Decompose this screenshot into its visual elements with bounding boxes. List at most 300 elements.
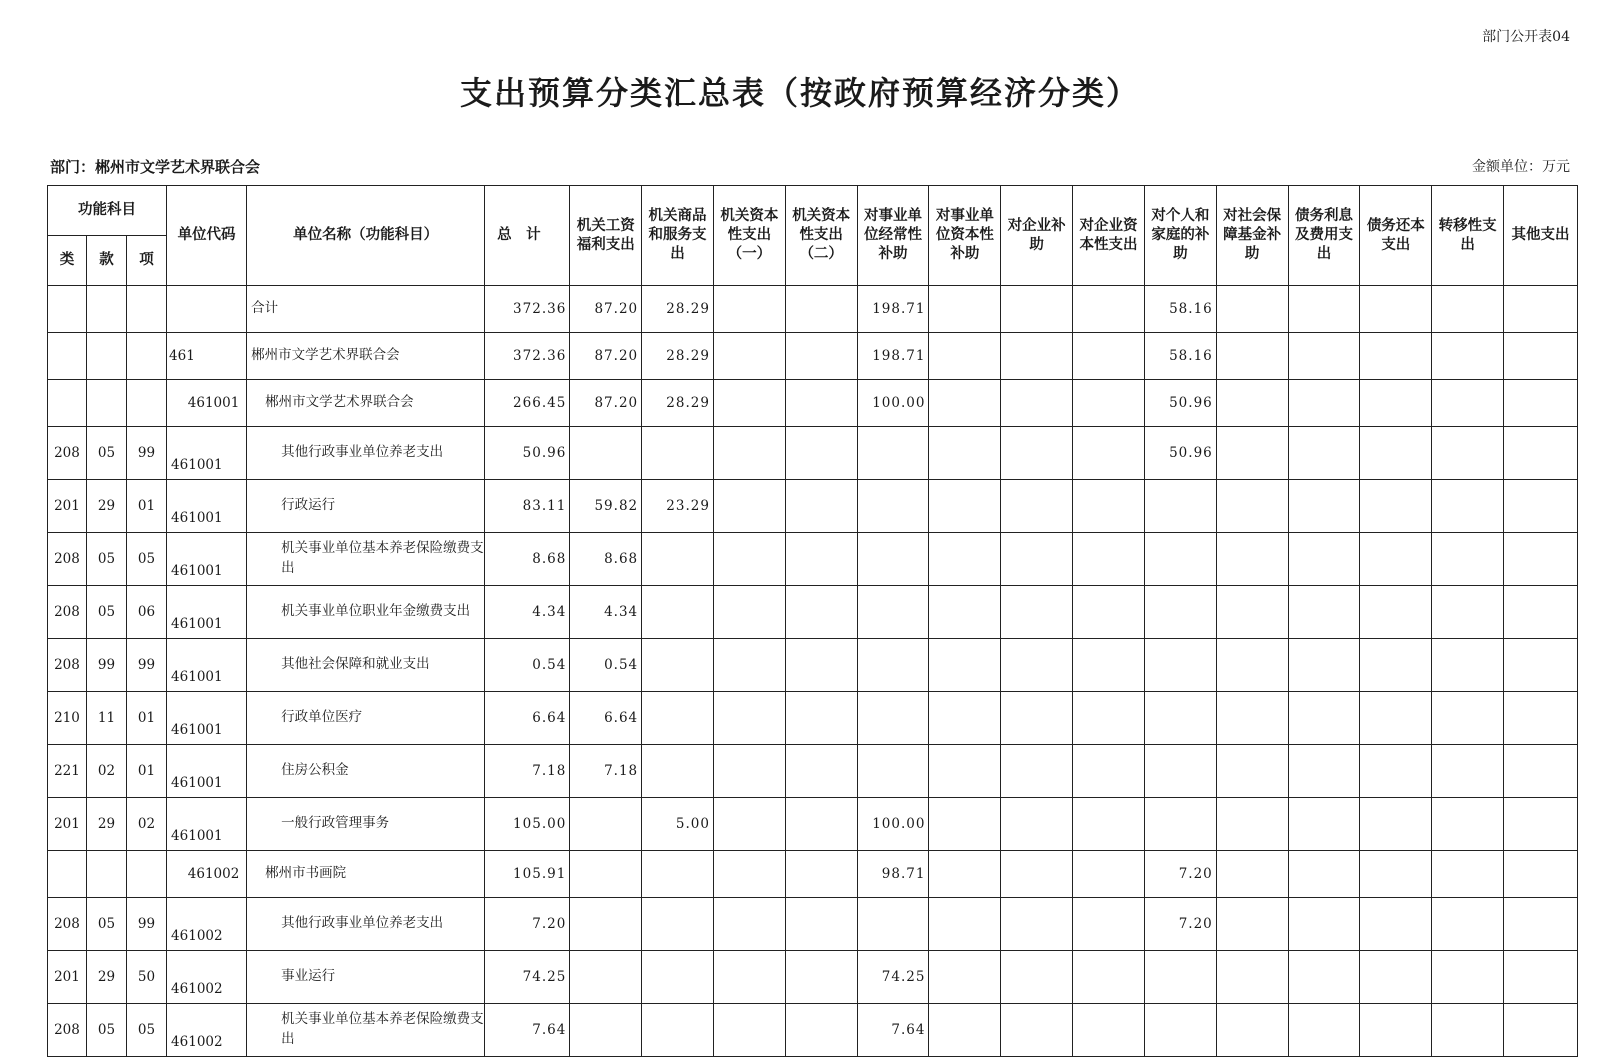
header-unit-code: 单位代码 [167, 186, 247, 286]
cell-col-2: 23.29 [642, 480, 714, 533]
cell-col-4 [785, 480, 857, 533]
cell-col-7 [1001, 333, 1073, 380]
cell-col-1 [570, 427, 642, 480]
cell-total: 83.11 [485, 480, 570, 533]
cell-kuan: 05 [86, 427, 126, 480]
cell-kuan: 29 [86, 798, 126, 851]
cell-unit-name: 行政单位医疗 [247, 692, 485, 745]
cell-col-10 [1216, 851, 1288, 898]
cell-col-3 [713, 951, 785, 1004]
cell-unit-code [167, 286, 247, 333]
cell-unit-name: 机关事业单位职业年金缴费支出 [247, 586, 485, 639]
cell-col-10 [1216, 745, 1288, 798]
cell-col-6 [929, 533, 1001, 586]
cell-xiang [127, 851, 167, 898]
cell-col-7 [1001, 639, 1073, 692]
cell-col-12 [1360, 480, 1432, 533]
cell-col-5 [857, 692, 929, 745]
cell-lei [48, 286, 87, 333]
budget-table [47, 185, 1578, 1057]
cell-col-5: 198.71 [857, 333, 929, 380]
cell-col-7 [1001, 1004, 1073, 1057]
cell-col-9: 50.96 [1144, 427, 1216, 480]
cell-unit-name: 郴州市书画院 [247, 851, 485, 898]
cell-kuan: 99 [86, 639, 126, 692]
cell-col-5: 100.00 [857, 798, 929, 851]
cell-col-1: 6.64 [570, 692, 642, 745]
cell-col-6 [929, 951, 1001, 1004]
cell-col-8 [1073, 533, 1145, 586]
cell-col-13 [1432, 1004, 1504, 1057]
table-row [48, 427, 1578, 480]
cell-col-6 [929, 692, 1001, 745]
cell-col-5: 98.71 [857, 851, 929, 898]
cell-col-6 [929, 427, 1001, 480]
cell-col-2 [642, 533, 714, 586]
header-col-2: 机关商品和服务支出 [642, 186, 714, 286]
cell-col-7 [1001, 745, 1073, 798]
cell-col-7 [1001, 380, 1073, 427]
cell-col-1: 87.20 [570, 286, 642, 333]
cell-col-4 [785, 286, 857, 333]
cell-xiang: 99 [127, 639, 167, 692]
cell-col-1 [570, 1004, 642, 1057]
cell-col-3 [713, 533, 785, 586]
cell-col-12 [1360, 951, 1432, 1004]
cell-col-8 [1073, 286, 1145, 333]
cell-col-3 [713, 898, 785, 951]
cell-col-4 [785, 380, 857, 427]
cell-col-4 [785, 586, 857, 639]
department-label: 部门：郴州市文学艺术界联合会 [50, 158, 261, 176]
cell-col-7 [1001, 586, 1073, 639]
cell-unit-code: 461002 [167, 1004, 247, 1057]
cell-total: 0.54 [485, 639, 570, 692]
cell-col-8 [1073, 639, 1145, 692]
header-col-10: 对社会保障基金补助 [1216, 186, 1288, 286]
cell-col-8 [1073, 851, 1145, 898]
cell-col-10 [1216, 286, 1288, 333]
cell-col-8 [1073, 380, 1145, 427]
cell-unit-code: 461001 [167, 533, 247, 586]
cell-col-14 [1504, 533, 1578, 586]
cell-unit-code: 461001 [167, 745, 247, 798]
cell-col-8 [1073, 798, 1145, 851]
cell-kuan [86, 851, 126, 898]
cell-col-6 [929, 333, 1001, 380]
cell-unit-code: 461001 [167, 380, 247, 427]
cell-col-11 [1288, 639, 1360, 692]
cell-col-7 [1001, 798, 1073, 851]
cell-col-12 [1360, 533, 1432, 586]
cell-unit-code: 461002 [167, 951, 247, 1004]
cell-col-1: 8.68 [570, 533, 642, 586]
cell-col-5 [857, 586, 929, 639]
cell-col-5: 100.00 [857, 380, 929, 427]
cell-col-2 [642, 586, 714, 639]
table-row [48, 586, 1578, 639]
cell-col-2: 5.00 [642, 798, 714, 851]
cell-col-4 [785, 427, 857, 480]
cell-col-8 [1073, 427, 1145, 480]
cell-unit-code: 461001 [167, 480, 247, 533]
cell-col-4 [785, 692, 857, 745]
header-col-9: 对个人和家庭的补助 [1144, 186, 1216, 286]
cell-unit-name: 住房公积金 [247, 745, 485, 798]
cell-col-3 [713, 586, 785, 639]
cell-lei [48, 333, 87, 380]
cell-col-10 [1216, 1004, 1288, 1057]
cell-col-1 [570, 798, 642, 851]
cell-lei: 208 [48, 427, 87, 480]
cell-unit-code: 461002 [167, 851, 247, 898]
cell-col-6 [929, 898, 1001, 951]
cell-col-11 [1288, 586, 1360, 639]
cell-col-5 [857, 533, 929, 586]
cell-col-1 [570, 851, 642, 898]
cell-xiang: 05 [127, 1004, 167, 1057]
cell-lei [48, 851, 87, 898]
cell-col-4 [785, 951, 857, 1004]
cell-xiang [127, 286, 167, 333]
cell-col-6 [929, 380, 1001, 427]
cell-col-8 [1073, 692, 1145, 745]
cell-unit-name: 机关事业单位基本养老保险缴费支出 [247, 1004, 485, 1057]
cell-col-13 [1432, 286, 1504, 333]
cell-kuan: 05 [86, 898, 126, 951]
cell-col-6 [929, 639, 1001, 692]
cell-kuan [86, 380, 126, 427]
cell-col-7 [1001, 286, 1073, 333]
cell-col-4 [785, 639, 857, 692]
cell-col-2: 28.29 [642, 380, 714, 427]
cell-col-14 [1504, 1004, 1578, 1057]
cell-col-11 [1288, 692, 1360, 745]
cell-col-1: 0.54 [570, 639, 642, 692]
cell-unit-name: 一般行政管理事务 [247, 798, 485, 851]
cell-col-14 [1504, 851, 1578, 898]
header-col-6: 对事业单位资本性补助 [929, 186, 1001, 286]
cell-kuan: 05 [86, 1004, 126, 1057]
cell-unit-name: 事业运行 [247, 951, 485, 1004]
cell-unit-name: 其他行政事业单位养老支出 [247, 898, 485, 951]
header-total: 总 计 [485, 186, 570, 286]
cell-col-13 [1432, 798, 1504, 851]
form-number: 部门公开表04 [1482, 29, 1570, 45]
cell-kuan: 11 [86, 692, 126, 745]
cell-unit-code: 461001 [167, 692, 247, 745]
cell-col-11 [1288, 1004, 1360, 1057]
cell-kuan: 05 [86, 533, 126, 586]
cell-kuan: 29 [86, 951, 126, 1004]
cell-col-10 [1216, 798, 1288, 851]
cell-col-3 [713, 333, 785, 380]
cell-unit-name: 其他社会保障和就业支出 [247, 639, 485, 692]
cell-col-12 [1360, 692, 1432, 745]
cell-col-10 [1216, 586, 1288, 639]
cell-lei: 208 [48, 898, 87, 951]
cell-col-9 [1144, 692, 1216, 745]
table-row [48, 851, 1578, 898]
cell-col-8 [1073, 951, 1145, 1004]
table-row [48, 286, 1578, 333]
cell-col-12 [1360, 427, 1432, 480]
cell-col-11 [1288, 286, 1360, 333]
cell-col-14 [1504, 951, 1578, 1004]
cell-total: 74.25 [485, 951, 570, 1004]
cell-col-3 [713, 380, 785, 427]
cell-col-4 [785, 745, 857, 798]
header-unit-name: 单位名称（功能科目） [247, 186, 485, 286]
header-col-14: 其他支出 [1504, 186, 1578, 286]
cell-col-2 [642, 1004, 714, 1057]
cell-col-12 [1360, 586, 1432, 639]
cell-unit-code: 461 [167, 333, 247, 380]
cell-col-7 [1001, 692, 1073, 745]
cell-col-11 [1288, 745, 1360, 798]
header-col-1: 机关工资福利支出 [570, 186, 642, 286]
header-col-3: 机关资本性支出（一） [713, 186, 785, 286]
cell-col-10 [1216, 951, 1288, 1004]
cell-col-10 [1216, 692, 1288, 745]
cell-col-12 [1360, 745, 1432, 798]
cell-col-14 [1504, 380, 1578, 427]
cell-col-11 [1288, 798, 1360, 851]
cell-unit-name: 行政运行 [247, 480, 485, 533]
cell-col-3 [713, 851, 785, 898]
cell-total: 7.20 [485, 898, 570, 951]
cell-col-12 [1360, 898, 1432, 951]
cell-col-12 [1360, 380, 1432, 427]
cell-col-13 [1432, 333, 1504, 380]
cell-lei: 221 [48, 745, 87, 798]
cell-xiang: 02 [127, 798, 167, 851]
cell-col-7 [1001, 533, 1073, 586]
cell-col-8 [1073, 898, 1145, 951]
cell-lei [48, 380, 87, 427]
cell-col-13 [1432, 951, 1504, 1004]
cell-xiang: 06 [127, 586, 167, 639]
cell-col-14 [1504, 898, 1578, 951]
amount-unit-label: 金额单位：万元 [1472, 159, 1570, 175]
cell-col-2 [642, 745, 714, 798]
table-row [48, 692, 1578, 745]
cell-col-2 [642, 692, 714, 745]
cell-col-4 [785, 851, 857, 898]
header-col-8: 对企业资本性支出 [1073, 186, 1145, 286]
cell-col-2: 28.29 [642, 286, 714, 333]
cell-col-12 [1360, 333, 1432, 380]
header-col-13: 转移性支出 [1432, 186, 1504, 286]
cell-xiang: 99 [127, 898, 167, 951]
table-row [48, 533, 1578, 586]
table-row [48, 798, 1578, 851]
cell-col-13 [1432, 380, 1504, 427]
cell-col-6 [929, 286, 1001, 333]
cell-lei: 201 [48, 480, 87, 533]
cell-lei: 210 [48, 692, 87, 745]
cell-col-13 [1432, 639, 1504, 692]
cell-col-9: 7.20 [1144, 898, 1216, 951]
header-col-4: 机关资本性支出（二） [785, 186, 857, 286]
cell-col-13 [1432, 480, 1504, 533]
table-row [48, 1004, 1578, 1057]
cell-col-11 [1288, 480, 1360, 533]
table-row [48, 898, 1578, 951]
cell-xiang: 05 [127, 533, 167, 586]
cell-unit-code: 461001 [167, 798, 247, 851]
cell-unit-code: 461001 [167, 427, 247, 480]
cell-col-9 [1144, 1004, 1216, 1057]
cell-col-4 [785, 533, 857, 586]
cell-col-10 [1216, 480, 1288, 533]
header-func-subject: 功能科目 [48, 186, 167, 236]
cell-col-6 [929, 745, 1001, 798]
cell-col-14 [1504, 692, 1578, 745]
cell-col-3 [713, 692, 785, 745]
cell-col-8 [1073, 745, 1145, 798]
header-xiang: 项 [127, 236, 167, 286]
cell-col-10 [1216, 533, 1288, 586]
cell-col-12 [1360, 639, 1432, 692]
cell-col-2 [642, 427, 714, 480]
cell-total: 372.36 [485, 333, 570, 380]
cell-kuan: 02 [86, 745, 126, 798]
cell-col-3 [713, 639, 785, 692]
cell-col-13 [1432, 533, 1504, 586]
cell-col-13 [1432, 692, 1504, 745]
cell-unit-name: 郴州市文学艺术界联合会 [247, 380, 485, 427]
cell-total: 7.18 [485, 745, 570, 798]
cell-col-8 [1073, 480, 1145, 533]
cell-col-13 [1432, 745, 1504, 798]
cell-col-8 [1073, 333, 1145, 380]
cell-col-6 [929, 1004, 1001, 1057]
cell-col-5: 198.71 [857, 286, 929, 333]
cell-kuan: 29 [86, 480, 126, 533]
header-col-12: 债务还本支出 [1360, 186, 1432, 286]
cell-col-14 [1504, 333, 1578, 380]
cell-kuan [86, 286, 126, 333]
header-col-7: 对企业补助 [1001, 186, 1073, 286]
cell-col-11 [1288, 380, 1360, 427]
cell-col-10 [1216, 380, 1288, 427]
table-row [48, 745, 1578, 798]
cell-col-10 [1216, 639, 1288, 692]
cell-col-9 [1144, 533, 1216, 586]
cell-col-7 [1001, 951, 1073, 1004]
cell-xiang [127, 333, 167, 380]
cell-xiang: 01 [127, 692, 167, 745]
cell-col-3 [713, 798, 785, 851]
cell-kuan: 05 [86, 586, 126, 639]
cell-col-3 [713, 1004, 785, 1057]
cell-col-3 [713, 286, 785, 333]
cell-col-1 [570, 898, 642, 951]
cell-col-11 [1288, 533, 1360, 586]
cell-total: 7.64 [485, 1004, 570, 1057]
cell-col-5: 74.25 [857, 951, 929, 1004]
cell-col-11 [1288, 951, 1360, 1004]
header-kuan: 款 [86, 236, 126, 286]
cell-col-13 [1432, 898, 1504, 951]
table-row [48, 480, 1578, 533]
cell-col-9: 50.96 [1144, 380, 1216, 427]
cell-col-2 [642, 898, 714, 951]
cell-col-14 [1504, 798, 1578, 851]
cell-xiang: 01 [127, 745, 167, 798]
table-body [48, 286, 1578, 1057]
cell-col-14 [1504, 586, 1578, 639]
cell-col-14 [1504, 427, 1578, 480]
cell-unit-code: 461001 [167, 586, 247, 639]
cell-col-5 [857, 427, 929, 480]
cell-col-10 [1216, 333, 1288, 380]
cell-col-8 [1073, 586, 1145, 639]
table-row [48, 951, 1578, 1004]
cell-col-12 [1360, 1004, 1432, 1057]
cell-col-9: 58.16 [1144, 286, 1216, 333]
cell-col-7 [1001, 898, 1073, 951]
cell-col-5 [857, 639, 929, 692]
cell-col-3 [713, 745, 785, 798]
cell-col-2 [642, 639, 714, 692]
table-row [48, 380, 1578, 427]
cell-col-1: 59.82 [570, 480, 642, 533]
cell-col-14 [1504, 480, 1578, 533]
cell-col-4 [785, 798, 857, 851]
cell-col-3 [713, 480, 785, 533]
cell-col-5 [857, 745, 929, 798]
cell-unit-name: 合计 [247, 286, 485, 333]
cell-col-1: 4.34 [570, 586, 642, 639]
cell-total: 6.64 [485, 692, 570, 745]
cell-lei: 208 [48, 639, 87, 692]
cell-col-9: 7.20 [1144, 851, 1216, 898]
cell-unit-name: 郴州市文学艺术界联合会 [247, 333, 485, 380]
cell-col-12 [1360, 798, 1432, 851]
table-row [48, 333, 1578, 380]
cell-col-2 [642, 951, 714, 1004]
cell-col-7 [1001, 427, 1073, 480]
cell-col-9 [1144, 480, 1216, 533]
table-row [48, 639, 1578, 692]
cell-col-9 [1144, 798, 1216, 851]
cell-col-9 [1144, 951, 1216, 1004]
cell-col-13 [1432, 427, 1504, 480]
cell-col-5 [857, 480, 929, 533]
cell-total: 105.00 [485, 798, 570, 851]
cell-col-8 [1073, 1004, 1145, 1057]
cell-total: 372.36 [485, 286, 570, 333]
cell-col-1: 87.20 [570, 333, 642, 380]
cell-col-3 [713, 427, 785, 480]
cell-lei: 208 [48, 533, 87, 586]
cell-lei: 208 [48, 586, 87, 639]
cell-col-1: 87.20 [570, 380, 642, 427]
cell-col-6 [929, 586, 1001, 639]
header-col-5: 对事业单位经常性补助 [857, 186, 929, 286]
cell-col-11 [1288, 427, 1360, 480]
cell-col-11 [1288, 333, 1360, 380]
cell-col-9 [1144, 639, 1216, 692]
header-lei: 类 [48, 236, 87, 286]
cell-total: 105.91 [485, 851, 570, 898]
cell-col-12 [1360, 851, 1432, 898]
header-col-11: 债务利息及费用支出 [1288, 186, 1360, 286]
cell-unit-name: 其他行政事业单位养老支出 [247, 427, 485, 480]
cell-col-9 [1144, 745, 1216, 798]
